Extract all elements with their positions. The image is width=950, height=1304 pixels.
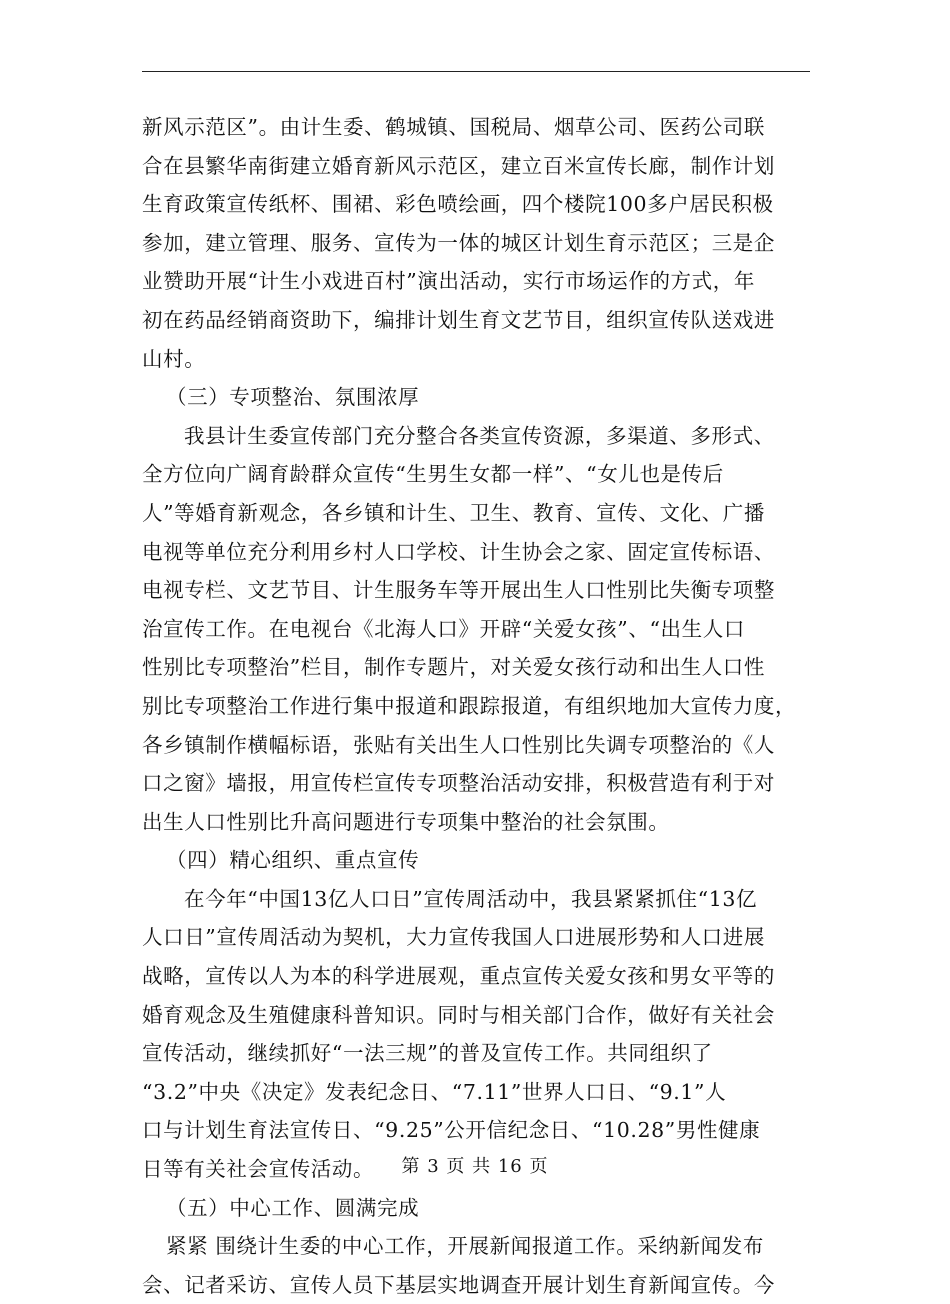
text-line: 合在县繁华南街建立婚育新风示范区，建立百米宣传长廊，制作计划 — [142, 153, 775, 178]
text-line: 我县计生委宣传部门充分整合各类宣传资源，多渠道、多形式、 — [184, 423, 775, 448]
text-line: 参加，建立管理、服务、宣传为一体的城区计划生育示范区；三是企 — [142, 230, 775, 255]
section-4 — [142, 841, 812, 1188]
text-line: 口与计划生育法宣传日、“9.25”公开信纪念日、“10.28”男性健康 — [142, 1118, 761, 1143]
text-line: 出生人口性别比升高问题进行专项集中整治的社会氛围。 — [142, 809, 670, 834]
text-line: 性别比专项整治”栏目，制作专题片，对关爱女孩行动和出生人口性 — [142, 655, 765, 680]
text-line: 生育政策宣传纸杯、围裙、彩色喷绘画，四个楼院100多户居民积极 — [142, 192, 774, 217]
text-line: 电视专栏、文艺节目、计生服务车等开展出生人口性别比失衡专项整 — [142, 578, 775, 603]
text-line: 婚育观念及生殖健康科普知识。同时与相关部门合作，做好有关社会 — [142, 1002, 775, 1027]
text-line: 初在药品经销商资助下，编排计划生育文艺节目，组织宣传队送戏进 — [142, 307, 775, 332]
text-line: 战略，宣传以人为本的科学进展观，重点宣传关爱女孩和男女平等的 — [142, 964, 775, 989]
section-heading: （三）专项整治、氛围浓厚 — [166, 385, 420, 410]
text-line: 宣传活动，继续抓好“一法三规”的普及宣传工作。共同组织了 — [142, 1041, 713, 1066]
text-line: 紧紧 围绕计生委的中心工作，开展新闻报道工作。采纳新闻发布 — [166, 1234, 764, 1259]
text-line: “3.2”中央《决定》发表纪念日、“7.11”世界人口日、“9.1”人 — [142, 1079, 727, 1104]
text-line: 电视等单位充分利用乡村人口学校、计生协会之家、固定宣传标语、 — [142, 539, 775, 564]
document-body — [142, 108, 812, 1304]
text-line: 口之窗》墙报，用宣传栏宣传专项整治活动安排，积极营造有利于对 — [142, 771, 775, 796]
text-line: 人”等婚育新观念，各乡镇和计生、卫生、教育、宣传、文化、广播 — [142, 500, 765, 525]
page-footer: 第 3 页 共 16 页 — [401, 1156, 549, 1177]
text-line: 别比专项整治工作进行集中报道和跟踪报道，有组织地加大宣传力度， — [142, 693, 797, 718]
paragraph-intro — [142, 108, 812, 378]
text-line: 人口日”宣传周活动为契机，大力宣传我国人口进展形势和人口进展 — [142, 925, 765, 950]
section-heading: （四）精心组织、重点宣传 — [166, 848, 420, 873]
text-line: 日等有关社会宣传活动。 — [142, 1157, 375, 1182]
text-line: 治宣传工作。在电视台《北海人口》开辟“关爱女孩”、“出生人口 — [142, 616, 745, 641]
section-heading: （五）中心工作、圆满完成 — [166, 1195, 420, 1220]
section-5 — [142, 1189, 812, 1304]
text-line: 在今年“中国13亿人口日”宣传周活动中，我县紧紧抓住“13亿 — [184, 886, 758, 911]
text-line: 全方位向广阔育龄群众宣传“生男生女都一样”、“女儿也是传后 — [142, 462, 724, 487]
text-line: 新风示范区”。由计生委、鹤城镇、国税局、烟草公司、医药公司联 — [142, 115, 765, 139]
header-rule — [142, 71, 810, 72]
text-line: 业赞助开展“计生小戏进百村”演出活动，实行市场运作的方式，年 — [142, 269, 755, 294]
text-line: 各乡镇制作横幅标语，张贴有关出生人口性别比失调专项整治的《人 — [142, 732, 775, 757]
text-line: 会、记者采访、宣传人员下基层实地调查开展计划生育新闻宣传。今 — [142, 1272, 775, 1297]
section-3 — [142, 378, 812, 841]
text-line: 山村。 — [142, 346, 206, 371]
